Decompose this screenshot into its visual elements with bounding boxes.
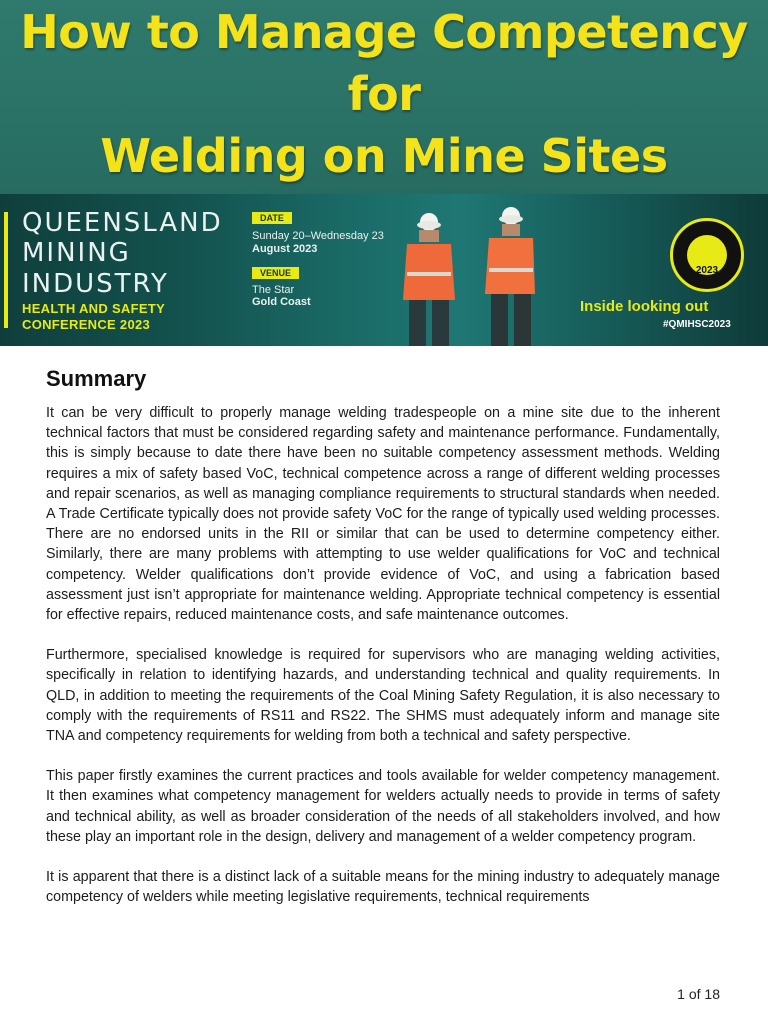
badge-year: 2023 xyxy=(695,265,719,276)
banner-org-line-1: QUEENSLAND xyxy=(22,208,223,238)
conference-badge-logo xyxy=(670,218,744,292)
banner-hashtag: #QMIHSC2023 xyxy=(663,319,731,330)
banner-org-line-3: INDUSTRY xyxy=(22,269,169,299)
page-number: 1 of 18 xyxy=(677,986,720,1002)
conference-banner xyxy=(0,194,768,346)
summary-paragraph-3: This paper firstly examines the current practices and tools available for welder competency management. It then examines what competency management for welders actually needs to provide in terms of safety and technical ability, as well as broader consideration of the needs of all stakeholders involved, and how these play an important role in the design, delivery and management of a welder competency program. xyxy=(46,768,720,845)
date-line-1: Sunday 20–Wednesday 23 xyxy=(252,230,384,242)
title-band xyxy=(0,0,768,194)
document-title-line-3: Welding on Mine Sites xyxy=(100,129,668,183)
summary-section xyxy=(46,366,720,927)
venue-tag: VENUE xyxy=(252,267,299,279)
banner-tagline: Inside looking out xyxy=(580,298,709,315)
summary-heading: Summary xyxy=(46,366,147,391)
venue-line-2: Gold Coast xyxy=(252,296,311,308)
date-line-2: August 2023 xyxy=(252,243,318,255)
mine-workers-image xyxy=(385,202,565,346)
venue-line-1: The Star xyxy=(252,284,295,296)
banner-org-line-2: MINING xyxy=(22,238,131,268)
summary-paragraph-2: Furthermore, specialised knowledge is required for supervisors who are managing welding activities, specifically in relation to identifying hazards, and understanding technical and quality requirements. In QLD, in addition to meeting the requirements of the Coal Mining Safety Regulation, it is also necessary to comply with the requirements of RS11 and RS22. The SHMS must adequately inform and manage site TNA and competency requirements for welding from both a technical and safety perspective. xyxy=(46,647,720,745)
document-title-line-1: How to Manage Competency xyxy=(20,5,748,59)
summary-paragraph-4: It is apparent that there is a distinct lack of a suitable means for the mining industry to adequately manage competency of welders while meeting legislative requirements, technical requirements xyxy=(46,869,720,906)
date-tag: DATE xyxy=(252,212,292,224)
banner-event-line-2: CONFERENCE 2023 xyxy=(22,317,151,332)
document-title-line-2: for xyxy=(347,67,421,121)
banner-accent-bar xyxy=(4,212,8,328)
summary-paragraph-1: It can be very difficult to properly manage welding tradespeople on a mine site due to the inherent technical factors that must be considered regarding safety and maintenance performance. Fundamentally, this is simply because to date there have been no suitable competency assessment methods. Welding requires a mix of safety based VoC, technical competence across a range of different welding processes and repair scenarios, as well as managing compliance requirements to structural standards when needed. A Trade Certificate typically does not provide safety VoC for the range of typically used welding processes. There are no endorsed units in the RII or similar that can be used to determine competency either. Similarly, there are many problems with attempting to use welder qualifications for VoC and technical competency. Welder qualifications don’t provide evidence of VoC, and using a fabrication based assessment just isn’t appropriate for maintenance welding. Appropriate technical competency is essential for effective repairs, reduced maintenance costs, and safe maintenance outcomes. xyxy=(46,405,720,624)
banner-event-line-1: HEALTH AND SAFETY xyxy=(22,301,166,316)
